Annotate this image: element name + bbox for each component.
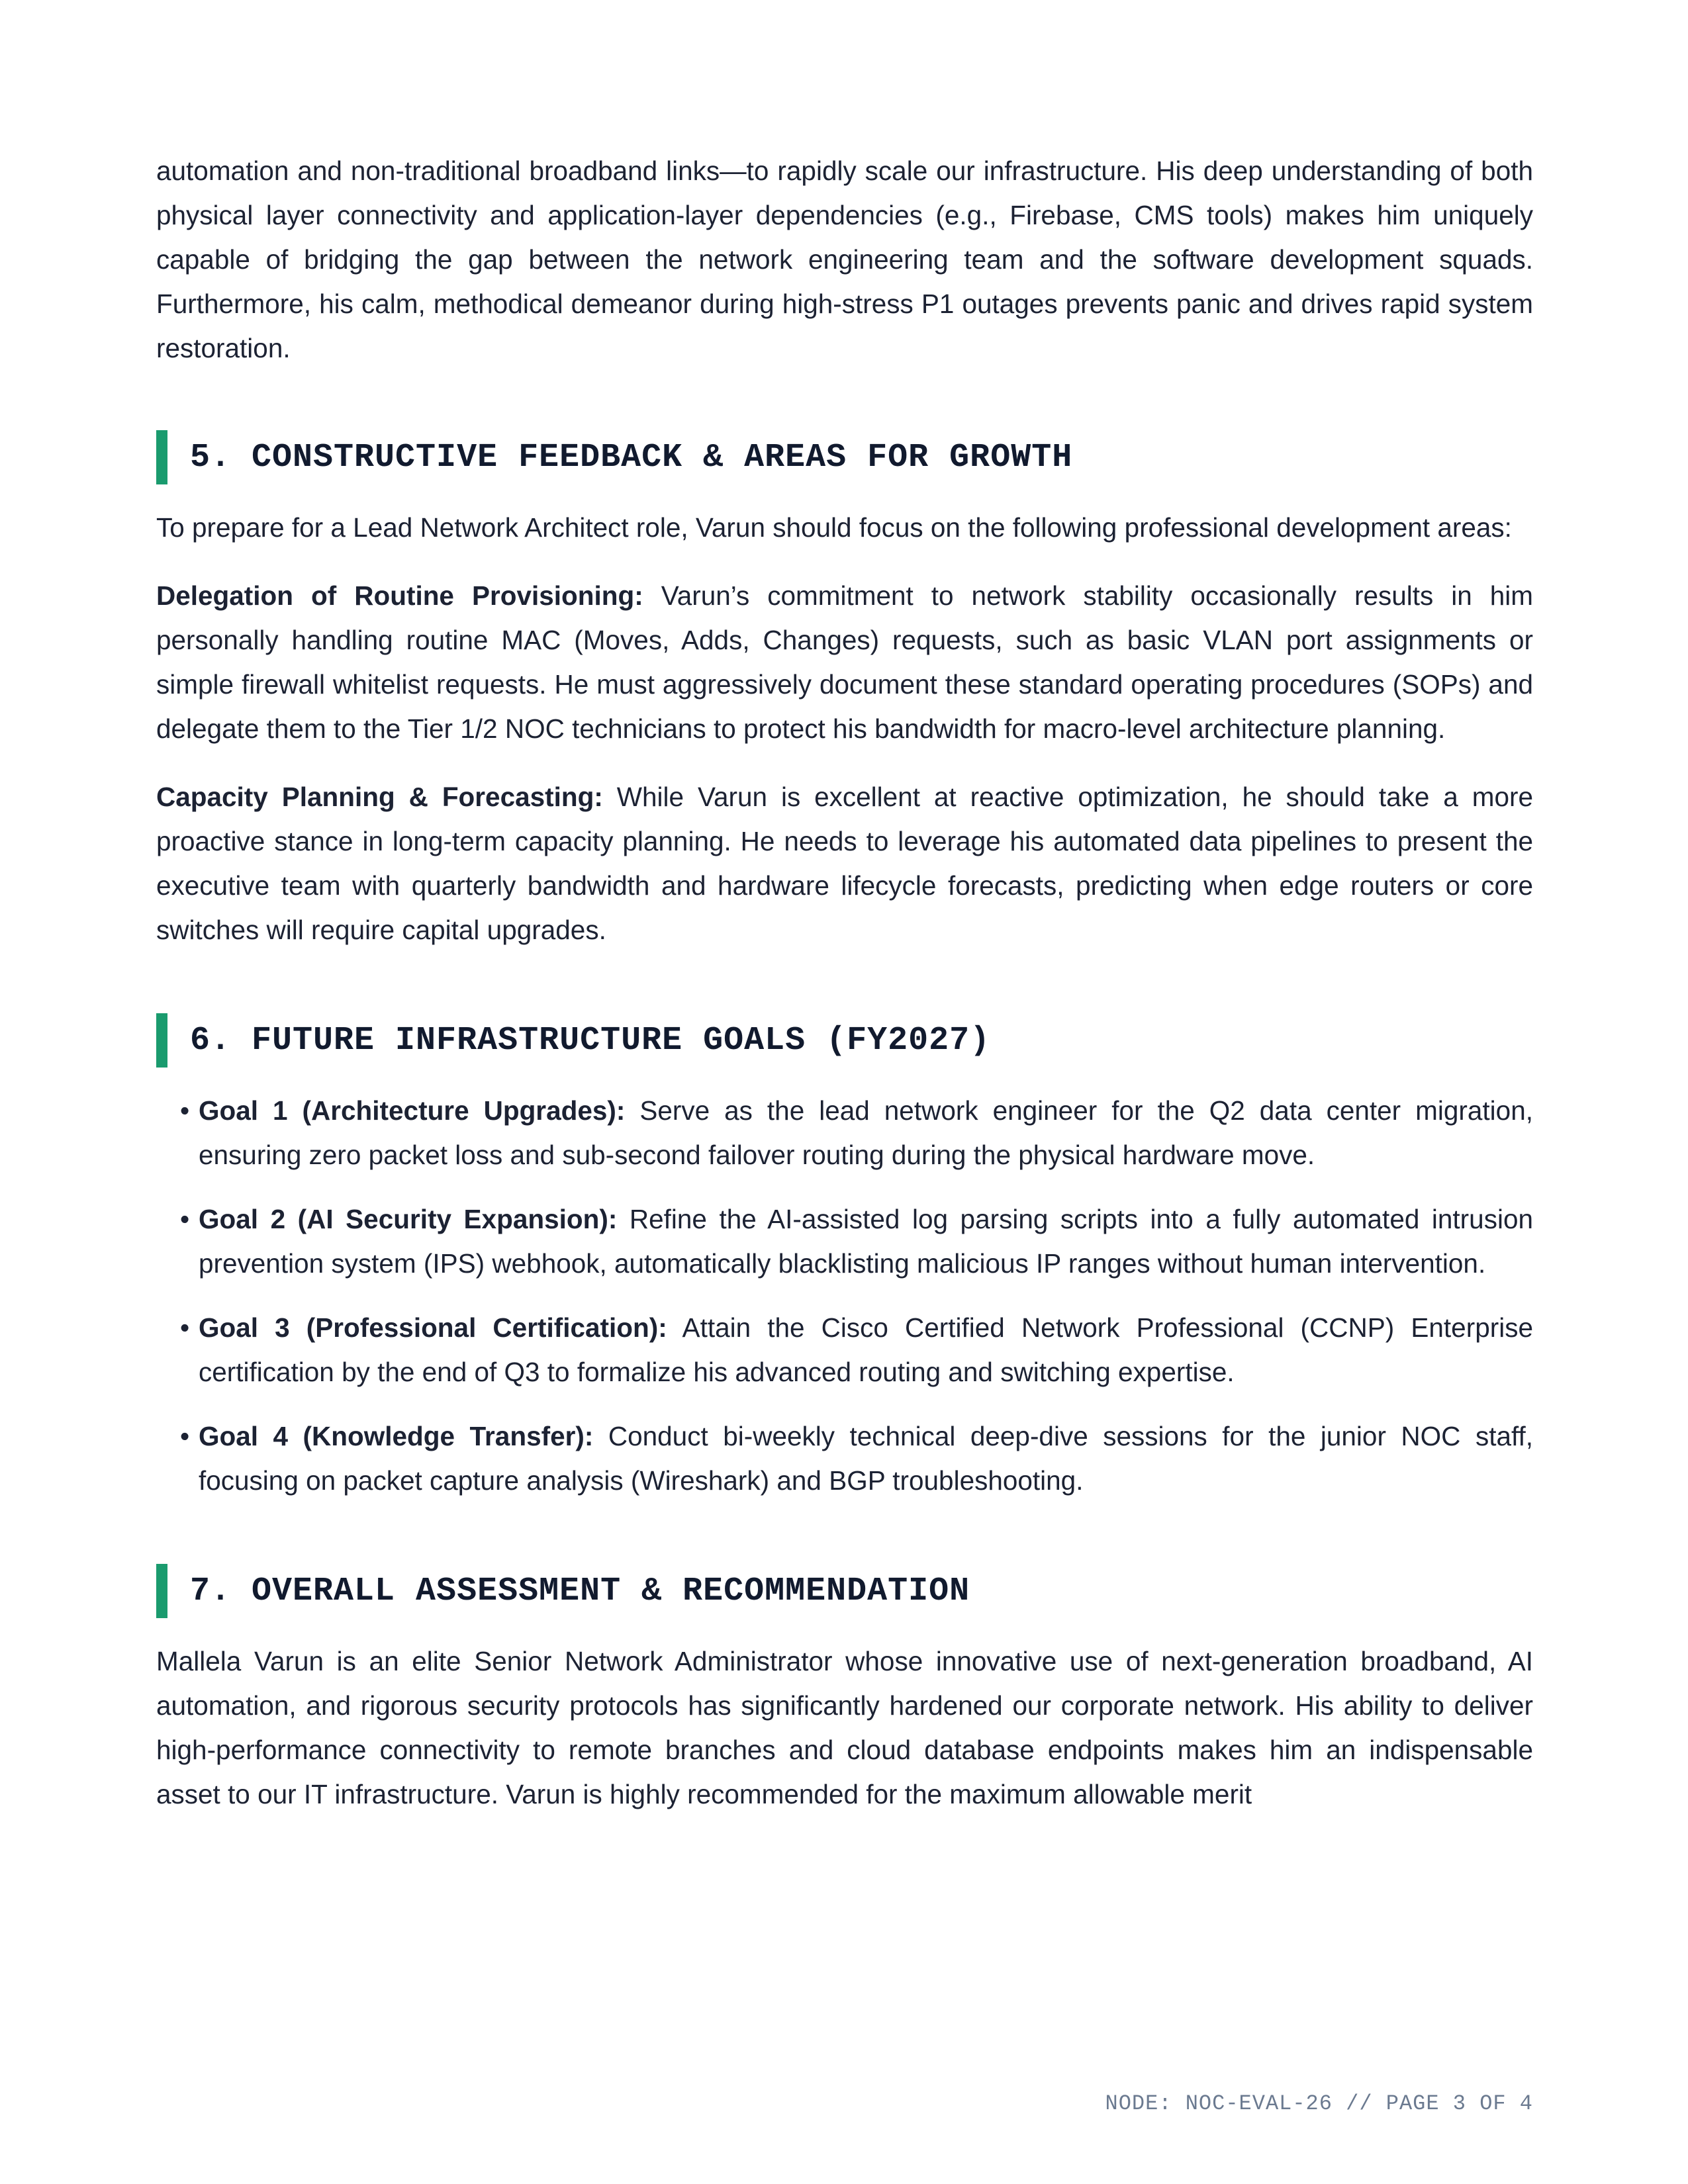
goal-item-2 [156,1197,1533,1286]
section-5-intro: To prepare for a Lead Network Architect role, Varun should focus on the following professional development areas: [156,512,1512,543]
growth-item-capacity [156,775,1533,952]
document-page [156,149,1533,1817]
intro-paragraph: automation and non-traditional broadband links—to rapidly scale our infrastructure. His deep understanding of both physical layer connectivity and application-layer dependencies (e.g., Firebase, CMS tools) makes him uniquely capable of bridging the gap between the network engineering team and the software development squads. Furthermore, his calm, methodical demeanor during high-stress P1 outages prevents panic and drives rapid system restoration. [156,156,1533,363]
growth-item-delegation [156,574,1533,751]
section-6-title: 6. FUTURE INFRASTRUCTURE GOALS (FY2027) [190,1021,991,1060]
section-accent-bar [156,1564,167,1618]
goal-text: Attain the Cisco Certified Network Professional (CCNP) Enterprise certification by the end of Q3 to formalize his advanced routing and switching expertise. [199,1312,1533,1387]
goal-label: Goal 4 (Knowledge Transfer): [199,1421,594,1451]
goal-item-3 [156,1306,1533,1394]
goal-label: Goal 1 (Architecture Upgrades): [199,1095,626,1126]
goal-text: Conduct bi-weekly technical deep-dive sessions for the junior NOC staff, focusing on packet capture analysis (Wireshark) and BGP troubleshooting. [199,1421,1533,1496]
growth-item-label: Delegation of Routine Provisioning: [156,580,643,611]
goals-list [156,1089,1533,1503]
section-7-paragraph: Mallela Varun is an elite Senior Network Administrator whose innovative use of next-generation broadband, AI automation, and rigorous security protocols has significantly hardened our corporate network. His ability to deliver high-performance connectivity to remote branches and cloud database endpoints makes him an indispensable asset to our IT infrastructure. Varun is highly recommended for the maximum allowable merit [156,1646,1533,1809]
section-accent-bar [156,1013,167,1068]
bullet-icon: • [180,1204,190,1234]
growth-item-text: Varun’s commitment to network stability occasionally results in him personally handling routine MAC (Moves, Adds, Changes) requests, such as basic VLAN port assignments or simple firewall whitelist requests. He must aggressively document these standard operating procedures (SOPs) and delegate them to the Tier 1/2 NOC technicians to protect his bandwidth for macro-level architecture planning. [156,580,1534,744]
goal-label: Goal 3 (Professional Certification): [199,1312,667,1343]
goal-label: Goal 2 (AI Security Expansion): [199,1204,618,1234]
growth-item-text: While Varun is excellent at reactive optimization, he should take a more proactive stance in long-term capacity planning. He needs to leverage his automated data pipelines to present the executive team with quarterly bandwidth and hardware lifecycle forecasts, predicting when edge routers or core switches will require capital upgrades. [156,782,1534,945]
bullet-icon: • [180,1312,190,1343]
section-7-title: 7. OVERALL ASSESSMENT & RECOMMENDATION [190,1572,970,1610]
goal-item-4 [156,1414,1533,1503]
goal-text: Refine the AI-assisted log parsing scripts into a fully automated intrusion prevention system (IPS) webhook, automatically blacklisting malicious IP ranges without human intervention. [199,1204,1533,1279]
page-footer: NODE: NOC-EVAL-26 // PAGE 3 OF 4 [1105,2091,1533,2116]
section-5-title: 5. CONSTRUCTIVE FEEDBACK & AREAS FOR GROWTH [190,438,1073,477]
goal-item-1 [156,1089,1533,1177]
section-7-heading [156,1564,1533,1618]
growth-item-label: Capacity Planning & Forecasting: [156,782,603,812]
section-5-heading [156,430,1533,484]
section-6-heading [156,1013,1533,1068]
goal-text: Serve as the lead network engineer for the Q2 data center migration, ensuring zero packet loss and sub-second failover routing during the physical hardware move. [199,1095,1533,1170]
section-accent-bar [156,430,167,484]
bullet-icon: • [180,1095,190,1126]
bullet-icon: • [180,1421,190,1451]
